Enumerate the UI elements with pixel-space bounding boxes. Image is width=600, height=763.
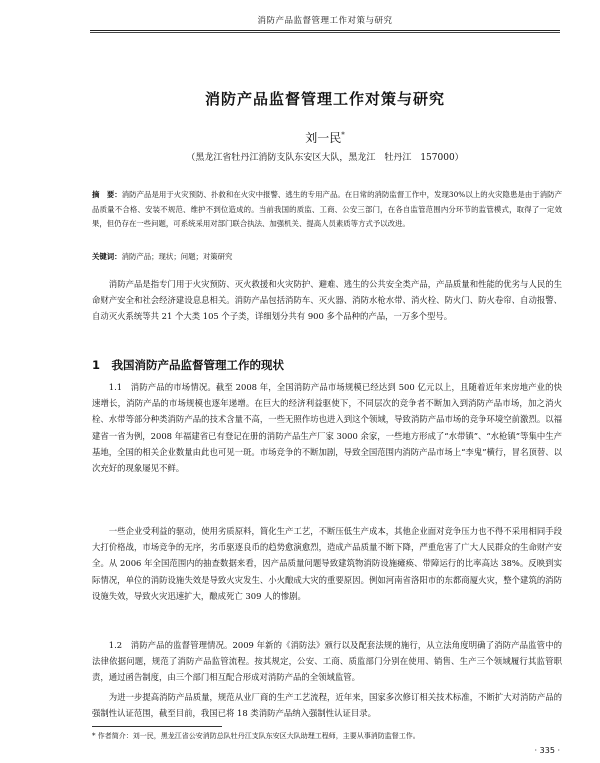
keywords-label: 关键词： (92, 252, 122, 261)
page-number: · 335 · (534, 746, 560, 755)
keywords (92, 250, 562, 264)
paragraph-1-2-continued: 为进一步提高消防产品质量，规范从业厂商的生产工艺流程，近年来，国家多次修订相关技术标准，不断扩大对消防产品的强制性认证范围，截至目前，我国已将 18 类消防产品纳入强制性认证目录。 (92, 692, 562, 719)
author-name: 刘一民 (305, 131, 342, 145)
paper-title: 消防产品监督管理工作对策与研究 (204, 90, 445, 108)
header-rule-thin (90, 32, 560, 33)
paragraph-1-1: 1.1 消防产品的市场情况。截至 2008 年，全国消防产品市场规模已经达到 500 亿元以上，且随着近年来房地产业的快速增长，消防产品的市场规模也逐年递增。在巨大的经济利益驱使下，不同层次的竞争者不断加入到消防产品市场，加之消火栓、水带等部分种类消防产品的技术含量不高，一些无照作坊也进入到这个领域，导致消防产品市场的竞争环境空前激烈。以福建省一省为例，2008 年福建省已有登记在册的消防产品生产厂家 3000 余家，一些地方形成了“水带镇”、“水枪镇”等集中生产基地，全国的相关企业数量由此也可见一斑。市场竞争的不断加剧，导致全国范围内消防产品市场上“李鬼”横行，冒名顶替、以次充好的现象屡见不鲜。 (92, 382, 562, 474)
paragraph-1-2: 1.2 消防产品的监督管理情况。2009 年新的《消防法》颁行以及配套法规的施行，从立法角度明确了消防产品监管中的法律依据问题，规范了消防产品监管流程。按其规定，公安、工商、质监部门分别在使用、销售、生产三个领域履行其监管职责，通过函告制度，由三个部门相互配合形成对消防产品的全领域监管。 (92, 640, 562, 683)
keywords-text: 消防产品；现状；问题；对策研究 (121, 252, 233, 261)
footnote-rule (92, 726, 222, 727)
author-footnote-mark: * (341, 131, 345, 139)
author-footnote: * 作者简介：刘一民，黑龙江省公安消防总队牡丹江支队东安区大队助理工程师，主要从事消防监督工作。 (92, 732, 420, 740)
running-head: 消防产品监督管理工作对策与研究 (257, 16, 393, 26)
header-rule (90, 30, 560, 31)
author-line (90, 129, 560, 146)
abstract-text: 消防产品是用于火灾预防、扑救和在火灾中报警、逃生的专用产品。在日常的消防监督工作中，发现30%以上的火灾隐患是由于消防产品质量不合格、安装不规范、维护不到位造成的。当前我国的质监、工商、公安三部门，在各自监管范围内分环节的监管模式，取得了一定效果，但仍存在一些问题，可系统采用对部门联合执法、加强机关、提高人员素质等方式予以改进。 (92, 190, 562, 228)
abstract (92, 188, 562, 232)
intro-paragraph: 消防产品是指专门用于火灾预防、灭火救援和火灾防护、避难、逃生的公共安全类产品，产品质量和性能的优劣与人民的生命财产安全和社会经济建设息息相关。消防产品包括消防车、灭火器、消防水枪水带、消火栓、防火门、防火卷帘、自动报警、自动灭火系统等共 21 个大类 105 个子类，详细划分共有 900 多个品种的产品，一万多个型号。 (92, 279, 562, 322)
paragraph-1-1-continued: 一些企业受利益的驱动，使用劣质原料，简化生产工艺，不断压低生产成本，其他企业面对竞争压力也不得不采用相同手段大打价格战，市场竞争的无序，劣币驱逐良币的趋势愈演愈烈，造成产品质量不断下降，严重危害了广大人民群众的生命财产安全。从 2006 年全国范围内的抽查数据来看，因产品质量问题导致建筑物消防设施瘫痪、带障运行的比率高达 38%。反映到实际情况，单位的消防设施失效是导致火灾发生、小火酿成大灾的重要原因。例如河南省洛阳市的东都商厦火灾，整个建筑的消防设施失效，导致火灾迅速扩大，酿成死亡 309 人的惨剧。 (92, 526, 562, 601)
affiliation: （黑龙江省牡丹江消防支队东安区大队，黑龙江 牡丹江 157000） (186, 153, 464, 163)
section-heading-1: 1 我国消防产品监督管理工作的现状 (92, 358, 284, 372)
abstract-label: 摘 要： (92, 190, 122, 199)
